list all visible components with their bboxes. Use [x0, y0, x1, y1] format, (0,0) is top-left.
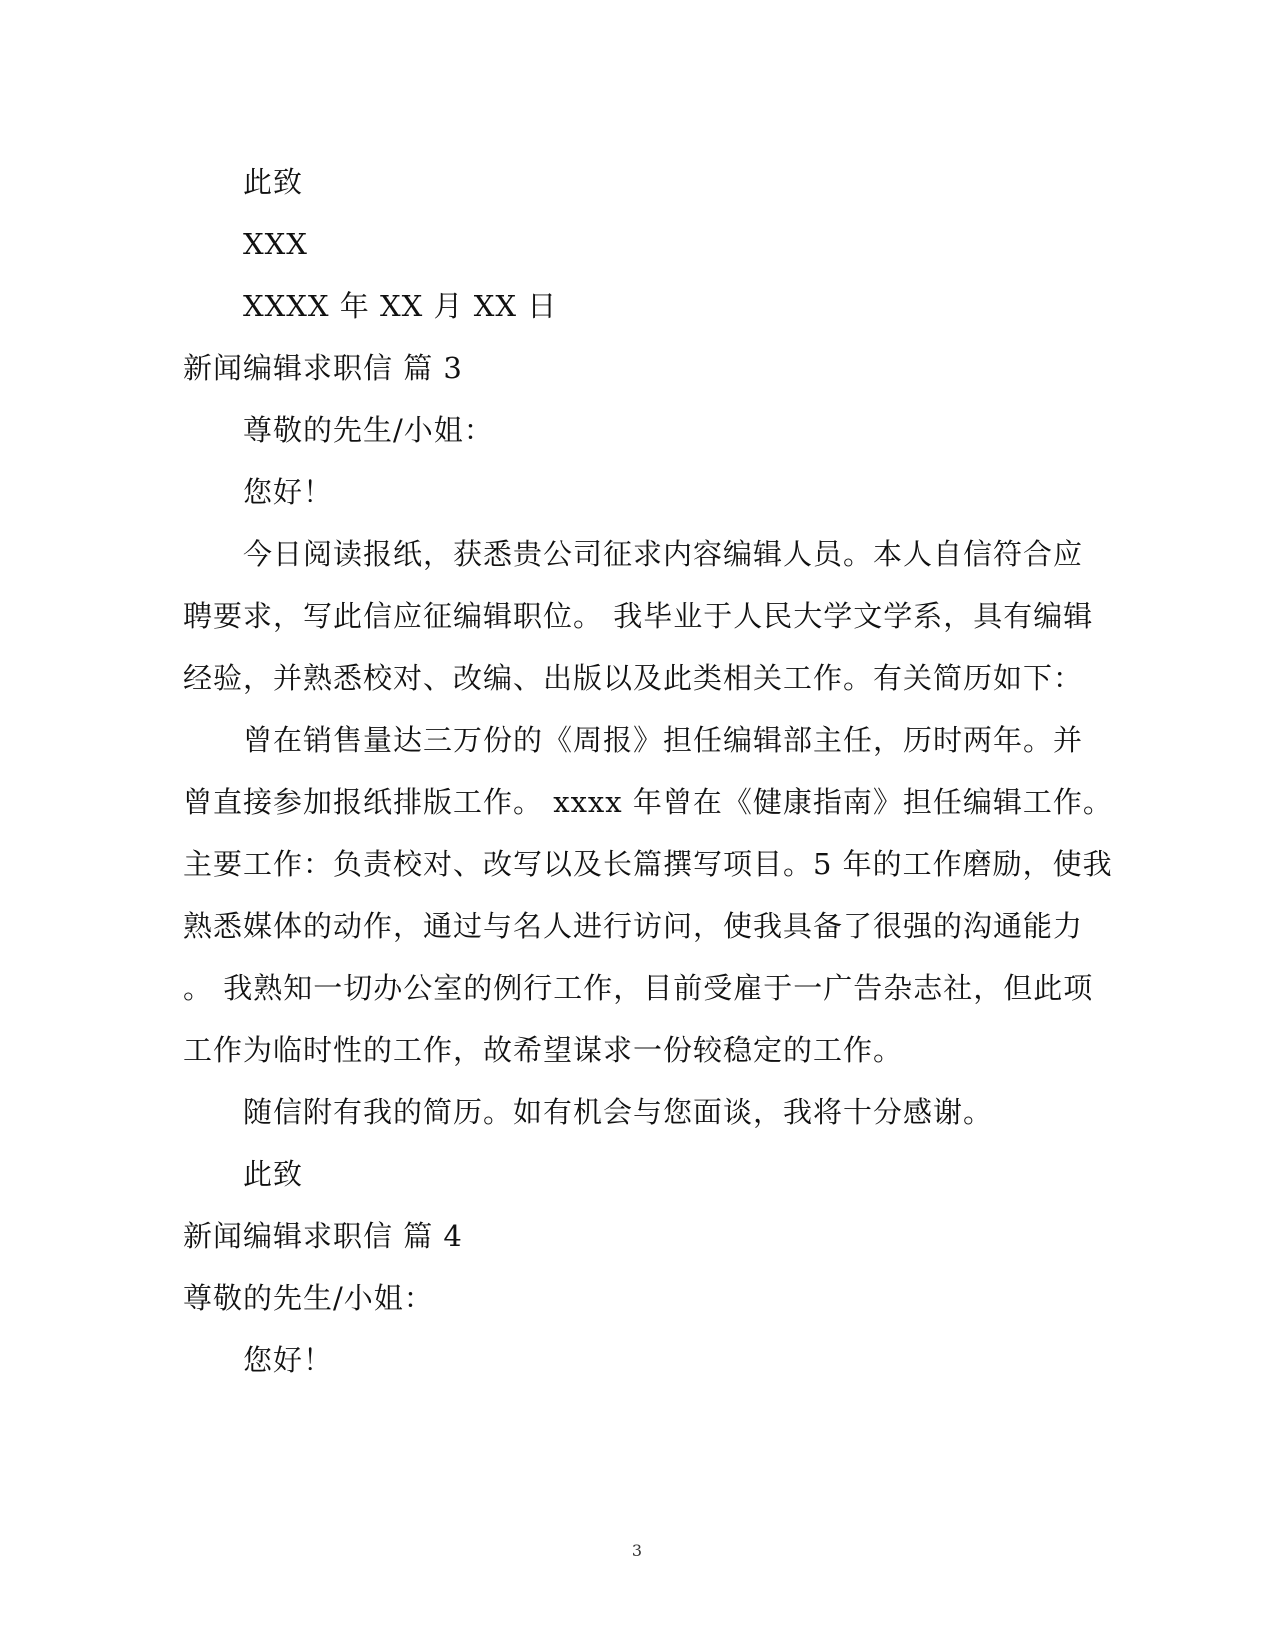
closing-salutation: 此致: [243, 1157, 304, 1191]
body-paragraph-line: 今日阅读报纸，获悉贵公司征求内容编辑人员。本人自信符合应: [243, 537, 1084, 571]
body-paragraph-line: 熟悉媒体的动作，通过与名人进行访问，使我具备了很强的沟通能力: [183, 909, 1084, 943]
body-paragraph-line: 曾直接参加报纸排版工作。 xxxx 年曾在《健康指南》担任编辑工作。: [183, 785, 1113, 819]
body-paragraph-line: 。 我熟知一切办公室的例行工作，目前受雇于一广告杂志社，但此项: [183, 971, 1094, 1005]
closing-salutation: 此致: [243, 165, 304, 199]
greeting-hello: 您好！: [243, 475, 334, 509]
signature-date: XXXX 年 XX 月 XX 日: [243, 289, 558, 323]
body-paragraph-line: 工作为临时性的工作，故希望谋求一份较稳定的工作。: [183, 1033, 904, 1067]
body-paragraph-line: 曾在销售量达三万份的《周报》担任编辑部主任，历时两年。并: [243, 723, 1084, 757]
greeting-recipient: 尊敬的先生/小姐：: [183, 1281, 434, 1315]
greeting-hello: 您好！: [243, 1343, 334, 1377]
body-paragraph-line: 经验，并熟悉校对、改编、出版以及此类相关工作。有关简历如下：: [183, 661, 1084, 695]
body-paragraph-line: 聘要求，写此信应征编辑职位。 我毕业于人民大学文学系，具有编辑: [183, 599, 1094, 633]
body-paragraph-line: 随信附有我的简历。如有机会与您面谈，我将十分感谢。: [243, 1095, 994, 1129]
page-number: 3: [631, 1541, 643, 1560]
section-heading-4: 新闻编辑求职信 篇 4: [183, 1219, 463, 1253]
signature-name: XXX: [243, 227, 308, 261]
section-heading-3: 新闻编辑求职信 篇 3: [183, 351, 463, 385]
body-paragraph-line: 主要工作：负责校对、改写以及长篇撰写项目。5 年的工作磨励，使我: [183, 847, 1113, 881]
greeting-recipient: 尊敬的先生/小姐：: [243, 413, 494, 447]
